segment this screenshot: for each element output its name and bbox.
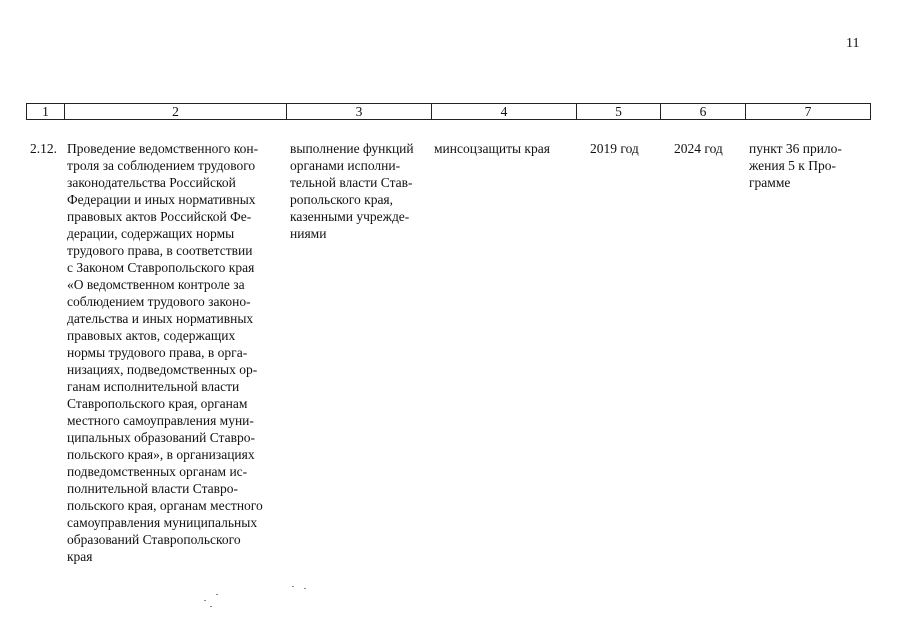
scan-speck [292, 586, 294, 587]
row-responsible: минсоцзащиты края [434, 141, 550, 156]
row-end-year: 2024 год [674, 141, 723, 156]
row-reference: пункт 36 прило- жения 5 к Про- грамме [749, 141, 842, 190]
row-number: 2.12. [30, 141, 57, 156]
page-number: 11 [846, 36, 860, 51]
row-start-year: 2019 год [590, 141, 639, 156]
column-header-6: 6 [661, 104, 746, 120]
scan-noise [200, 582, 320, 612]
row-description: Проведение ведомственного кон- троля за соблюдением трудового законодательства Российской Федерации и иных нормативных правовых актов Российской Фе- дерации, содержащих нормы трудового права, в соответствии с Законом Ставропольского края «О ведомственном контроле за соблюдением трудового законо- дательства и иных нормативных правовых актов, содержащих нормы трудового права, в орга- низациях, подведомственных ор- ганам исполнительной власти Ставропольского края, органам местного самоуправления муни- ципальных образований Ставро- польского края», в организациях подведомственных органам ис- полнительной власти Ставро- польского края, органам местного самоуправления муниципальных образований Ставропольского края [67, 141, 263, 564]
scan-speck [304, 588, 306, 589]
column-header-4: 4 [432, 104, 577, 120]
column-header-2: 2 [65, 104, 287, 120]
scan-speck [216, 594, 218, 595]
header-row [27, 104, 871, 120]
column-header-5: 5 [577, 104, 661, 120]
column-number-header [26, 103, 871, 120]
column-header-1: 1 [27, 104, 65, 120]
scan-speck [210, 606, 212, 607]
column-header-7: 7 [746, 104, 871, 120]
row-functions: выполнение функций органами исполни- тельной власти Став- ропольского края, казенными учрежде- ниями [290, 141, 414, 241]
scan-speck [204, 600, 206, 601]
column-header-3: 3 [287, 104, 432, 120]
